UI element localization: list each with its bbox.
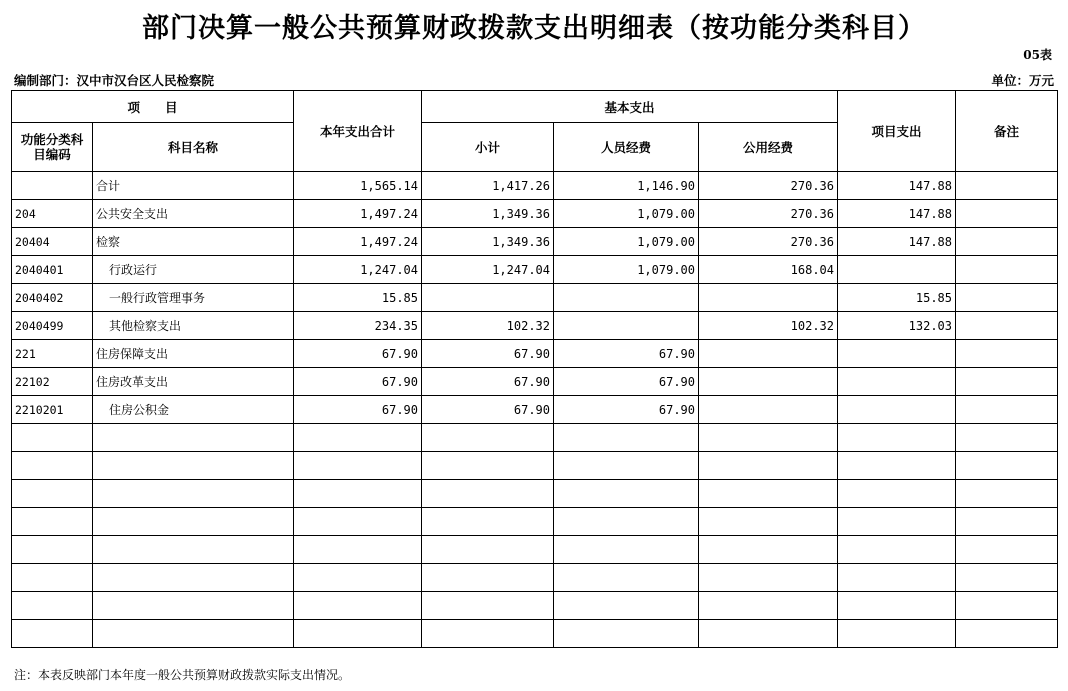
cell-project: 147.88 — [838, 200, 956, 228]
cell-name: 住房保障支出 — [93, 340, 294, 368]
cell-code: 2040402 — [12, 284, 93, 312]
empty-cell — [422, 424, 554, 452]
cell-public — [699, 368, 838, 396]
cell-total: 234.35 — [294, 312, 422, 340]
empty-cell — [699, 592, 838, 620]
cell-name: 其他检察支出 — [93, 312, 294, 340]
cell-subtotal: 67.90 — [422, 368, 554, 396]
empty-cell — [422, 620, 554, 648]
table-row — [12, 340, 1058, 368]
empty-cell — [838, 536, 956, 564]
cell-project — [838, 340, 956, 368]
empty-cell — [699, 480, 838, 508]
cell-name: 检察 — [93, 228, 294, 256]
empty-row — [12, 564, 1058, 592]
cell-remarks — [956, 172, 1058, 200]
footnote: 注：本表反映部门本年度一般公共预算财政拨款实际支出情况。 — [14, 668, 351, 682]
cell-subtotal — [422, 284, 554, 312]
empty-cell — [838, 480, 956, 508]
cell-name: 公共安全支出 — [93, 200, 294, 228]
empty-cell — [93, 620, 294, 648]
header-remarks: 备注 — [956, 91, 1058, 172]
empty-cell — [93, 564, 294, 592]
empty-cell — [294, 536, 422, 564]
empty-row — [12, 452, 1058, 480]
cell-total: 15.85 — [294, 284, 422, 312]
cell-public: 270.36 — [699, 172, 838, 200]
empty-cell — [554, 480, 699, 508]
empty-cell — [93, 592, 294, 620]
empty-cell — [956, 620, 1058, 648]
cell-total: 67.90 — [294, 396, 422, 424]
empty-cell — [12, 480, 93, 508]
cell-public — [699, 340, 838, 368]
empty-cell — [554, 564, 699, 592]
empty-cell — [12, 536, 93, 564]
empty-cell — [12, 452, 93, 480]
empty-cell — [699, 424, 838, 452]
header-total: 本年支出合计 — [294, 91, 422, 172]
empty-cell — [294, 564, 422, 592]
empty-cell — [12, 508, 93, 536]
cell-total: 67.90 — [294, 340, 422, 368]
cell-personnel: 1,079.00 — [554, 200, 699, 228]
cell-name: 合计 — [93, 172, 294, 200]
empty-cell — [956, 452, 1058, 480]
header-project-expense: 项目支出 — [838, 91, 956, 172]
empty-cell — [838, 424, 956, 452]
cell-total: 1,497.24 — [294, 200, 422, 228]
header-subject-name: 科目名称 — [93, 123, 294, 172]
empty-cell — [554, 424, 699, 452]
table-row — [12, 200, 1058, 228]
empty-cell — [838, 620, 956, 648]
cell-subtotal: 67.90 — [422, 340, 554, 368]
empty-cell — [93, 536, 294, 564]
cell-code: 2040499 — [12, 312, 93, 340]
expenditure-table — [11, 90, 1058, 648]
cell-subtotal: 1,349.36 — [422, 228, 554, 256]
table-row — [12, 172, 1058, 200]
cell-code: 2210201 — [12, 396, 93, 424]
cell-remarks — [956, 396, 1058, 424]
table-row — [12, 368, 1058, 396]
empty-cell — [294, 424, 422, 452]
empty-cell — [12, 424, 93, 452]
empty-cell — [699, 564, 838, 592]
cell-project: 147.88 — [838, 228, 956, 256]
cell-personnel: 1,079.00 — [554, 228, 699, 256]
cell-personnel — [554, 284, 699, 312]
header-subtotal: 小计 — [422, 123, 554, 172]
header-basic: 基本支出 — [422, 91, 838, 123]
empty-cell — [838, 592, 956, 620]
empty-cell — [12, 620, 93, 648]
empty-cell — [422, 480, 554, 508]
table-body — [12, 172, 1058, 648]
empty-cell — [956, 424, 1058, 452]
cell-code: 204 — [12, 200, 93, 228]
cell-remarks — [956, 368, 1058, 396]
empty-cell — [12, 564, 93, 592]
cell-project — [838, 256, 956, 284]
cell-personnel: 67.90 — [554, 340, 699, 368]
table-row — [12, 396, 1058, 424]
empty-cell — [554, 452, 699, 480]
cell-subtotal: 1,417.26 — [422, 172, 554, 200]
empty-cell — [956, 564, 1058, 592]
cell-public — [699, 396, 838, 424]
cell-project: 15.85 — [838, 284, 956, 312]
empty-cell — [422, 592, 554, 620]
empty-cell — [838, 452, 956, 480]
cell-remarks — [956, 340, 1058, 368]
empty-cell — [956, 480, 1058, 508]
empty-cell — [93, 508, 294, 536]
cell-public: 270.36 — [699, 228, 838, 256]
table-row — [12, 312, 1058, 340]
empty-cell — [554, 508, 699, 536]
empty-cell — [554, 620, 699, 648]
cell-project — [838, 368, 956, 396]
empty-cell — [838, 508, 956, 536]
cell-total: 1,565.14 — [294, 172, 422, 200]
empty-row — [12, 620, 1058, 648]
cell-code — [12, 172, 93, 200]
cell-subtotal: 1,247.04 — [422, 256, 554, 284]
empty-cell — [294, 452, 422, 480]
empty-cell — [294, 592, 422, 620]
empty-cell — [294, 480, 422, 508]
empty-cell — [554, 536, 699, 564]
cell-total: 1,497.24 — [294, 228, 422, 256]
empty-cell — [294, 508, 422, 536]
cell-subtotal: 67.90 — [422, 396, 554, 424]
cell-personnel: 67.90 — [554, 396, 699, 424]
cell-name: 住房公积金 — [93, 396, 294, 424]
empty-row — [12, 480, 1058, 508]
empty-cell — [422, 508, 554, 536]
empty-cell — [93, 480, 294, 508]
cell-code: 2040401 — [12, 256, 93, 284]
cell-total: 67.90 — [294, 368, 422, 396]
cell-code: 20404 — [12, 228, 93, 256]
cell-code: 221 — [12, 340, 93, 368]
cell-project: 132.03 — [838, 312, 956, 340]
cell-name: 一般行政管理事务 — [93, 284, 294, 312]
empty-cell — [93, 424, 294, 452]
empty-cell — [12, 592, 93, 620]
header-personnel: 人员经费 — [554, 123, 699, 172]
table-row — [12, 284, 1058, 312]
empty-cell — [422, 564, 554, 592]
empty-row — [12, 592, 1058, 620]
empty-row — [12, 508, 1058, 536]
table-row — [12, 228, 1058, 256]
empty-row — [12, 536, 1058, 564]
cell-public: 102.32 — [699, 312, 838, 340]
cell-subtotal: 102.32 — [422, 312, 554, 340]
cell-personnel: 1,079.00 — [554, 256, 699, 284]
cell-remarks — [956, 228, 1058, 256]
cell-remarks — [956, 284, 1058, 312]
empty-cell — [699, 508, 838, 536]
cell-public: 270.36 — [699, 200, 838, 228]
empty-cell — [838, 564, 956, 592]
empty-cell — [422, 536, 554, 564]
department-label: 编制部门：汉中市汉台区人民检察院 — [14, 73, 215, 88]
empty-cell — [956, 536, 1058, 564]
cell-name: 行政运行 — [93, 256, 294, 284]
cell-public: 168.04 — [699, 256, 838, 284]
header-func-code: 功能分类科目编码 — [12, 123, 93, 172]
cell-subtotal: 1,349.36 — [422, 200, 554, 228]
unit-label: 单位：万元 — [991, 73, 1054, 88]
cell-public — [699, 284, 838, 312]
cell-remarks — [956, 256, 1058, 284]
empty-cell — [554, 592, 699, 620]
cell-name: 住房改革支出 — [93, 368, 294, 396]
table-row — [12, 256, 1058, 284]
cell-personnel: 67.90 — [554, 368, 699, 396]
cell-remarks — [956, 312, 1058, 340]
empty-cell — [699, 452, 838, 480]
empty-cell — [93, 452, 294, 480]
cell-project: 147.88 — [838, 172, 956, 200]
table-code: 05表 — [1023, 48, 1052, 62]
empty-cell — [956, 508, 1058, 536]
cell-project — [838, 396, 956, 424]
header-public: 公用经费 — [699, 123, 838, 172]
empty-cell — [699, 536, 838, 564]
cell-remarks — [956, 200, 1058, 228]
page-title: 部门决算一般公共预算财政拨款支出明细表（按功能分类科目） — [142, 13, 926, 44]
empty-cell — [699, 620, 838, 648]
empty-cell — [956, 592, 1058, 620]
empty-cell — [294, 620, 422, 648]
cell-personnel: 1,146.90 — [554, 172, 699, 200]
header-project: 项 目 — [12, 91, 294, 123]
cell-total: 1,247.04 — [294, 256, 422, 284]
empty-cell — [422, 452, 554, 480]
cell-personnel — [554, 312, 699, 340]
empty-row — [12, 424, 1058, 452]
cell-code: 22102 — [12, 368, 93, 396]
